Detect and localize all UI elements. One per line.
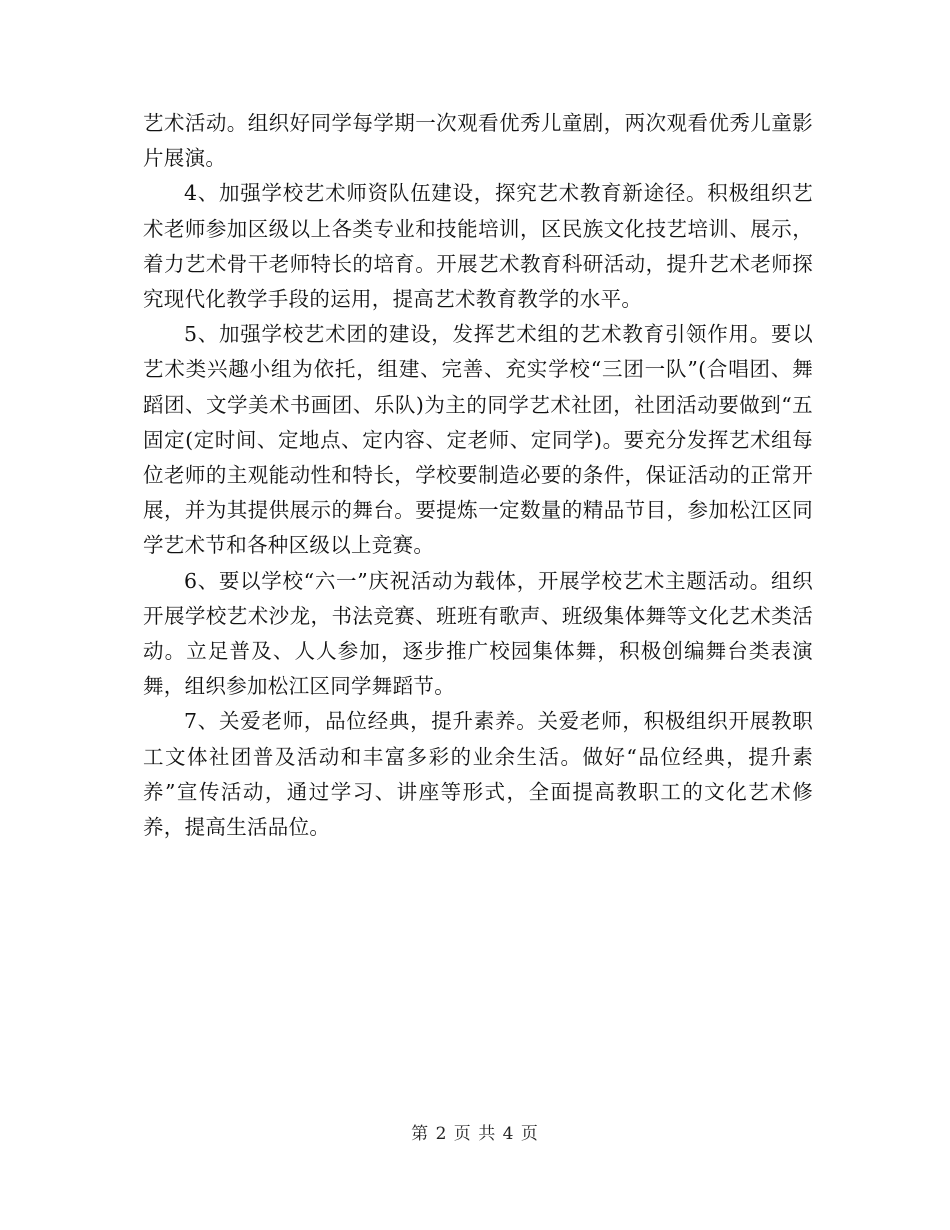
paragraph-item-6: 6、要以学校“六一”庆祝活动为载体，开展学校艺术主题活动。组织开展学校艺术沙龙，书法竞赛、班班有歌声、班级集体舞等文化艺术类活动。立足普及、人人参加，逐步推广校园集体舞，积极创编舞台类表演舞，组织参加松江区同学舞蹈节。 [143, 568, 813, 699]
paragraph-item-7: 7、关爱老师，品位经典，提升素养。关爱老师，积极组织开展教职工文体社团普及活动和丰富多彩的业余生活。做好“品位经典，提升素养”宣传活动，通过学习、讲座等形式，全面提高教职工的文化艺术修养，提高生活品位。 [143, 709, 813, 840]
paragraph-continuation: 艺术活动。组织好同学每学期一次观看优秀儿童剧，两次观看优秀儿童影片展演。 [143, 111, 813, 171]
paragraph-item-5: 5、加强学校艺术团的建设，发挥艺术组的艺术教育引领作用。要以艺术类兴趣小组为依托，组建、完善、充实学校“三团一队”(合唱团、舞蹈团、文学美术书画团、乐队)为主的同学艺术社团，社团活动要做到“五固定(定时间、定地点、定内容、定老师、定同学)。要充分发挥艺术组每位老师的主观能动性和特长，学校要制造必要的条件，保证活动的正常开展，并为其提供展示的舞台。要提炼一定数量的精品节目，参加松江区同学艺术节和各种区级以上竞赛。 [143, 322, 813, 558]
page-number-footer: 第 2 页 共 4 页 [411, 1124, 539, 1144]
document-body [143, 106, 813, 845]
paragraph-item-4: 4、加强学校艺术师资队伍建设，探究艺术教育新途径。积极组织艺术老师参加区级以上各类专业和技能培训，区民族文化技艺培训、展示，着力艺术骨干老师特长的培育。开展艺术教育科研活动，提升艺术老师探究现代化教学手段的运用，提高艺术教育教学的水平。 [143, 181, 813, 312]
